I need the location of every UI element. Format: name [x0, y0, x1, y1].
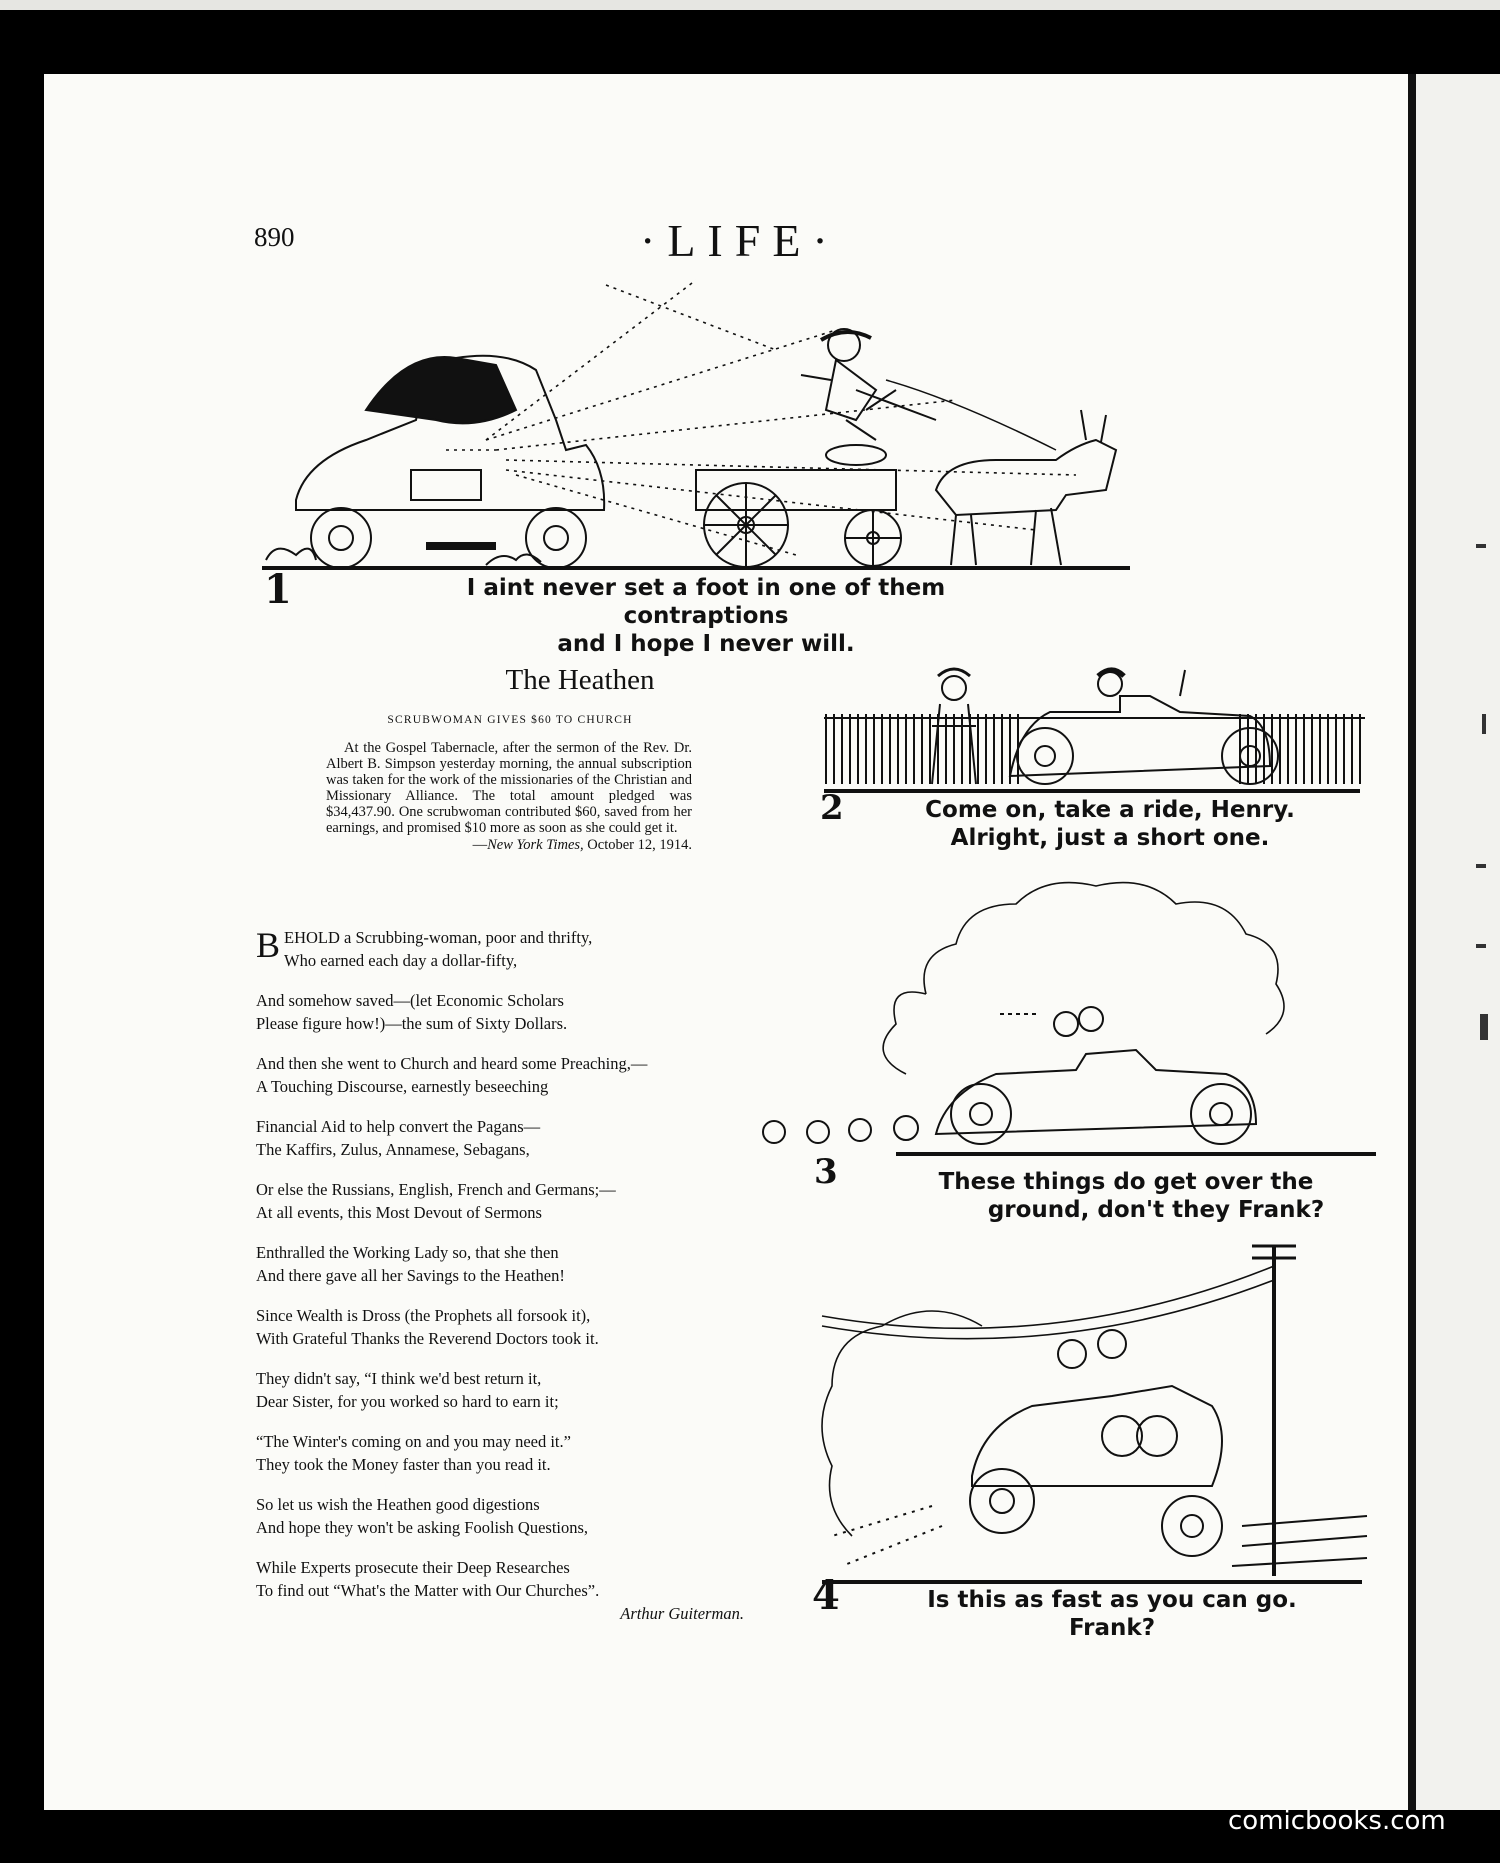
poem-line: EHOLD a Scrubbing-woman, poor and thrifty, — [284, 928, 593, 947]
poem-author: Arthur Guiterman. — [620, 1604, 744, 1623]
panel-number: 1 — [264, 566, 292, 613]
news-clipping — [326, 740, 692, 853]
page-number: 890 — [254, 222, 295, 252]
stanza — [256, 1241, 766, 1287]
poem-line: While Experts prosecute their Deep Researches — [256, 1558, 570, 1577]
stanza — [256, 1493, 766, 1539]
source-date: October 12, 1914. — [587, 837, 692, 853]
panel-3-illustration — [756, 874, 1386, 1164]
poem-line: Financial Aid to help convert the Pagans— — [256, 1117, 541, 1136]
caption-line: Is this as fast as you can go. — [927, 1587, 1297, 1613]
caption-line: Come on, take a ride, Henry. — [925, 797, 1295, 823]
caption-line: ground, don't they Frank? — [987, 1197, 1325, 1223]
poem-body — [256, 926, 766, 1642]
poem-title: The Heathen — [505, 664, 655, 696]
stanza — [256, 1115, 766, 1161]
comic-panel-1 — [256, 270, 1156, 657]
poem-line: With Grateful Thanks the Reverend Doctors took it. — [256, 1329, 599, 1348]
panel-number: 2 — [820, 788, 844, 828]
panel-caption — [406, 574, 1006, 658]
clipping-source — [326, 837, 692, 853]
stanza — [256, 989, 766, 1035]
poem-line: Please figure how!)—the sum of Sixty Dollars. — [256, 1014, 568, 1033]
stanza — [256, 1304, 766, 1350]
poem-line: “The Winter's coming on and you may need it.” — [256, 1432, 571, 1451]
stanza — [256, 1367, 766, 1413]
poem-line: Dear Sister, for you worked so hard to earn it; — [256, 1392, 559, 1411]
panel-1-illustration — [256, 270, 1156, 570]
caption-line: These things do get over the — [938, 1169, 1314, 1195]
stanza — [256, 1178, 766, 1224]
panel-caption — [900, 796, 1320, 852]
stanza — [256, 1430, 766, 1476]
source-paper: New York Times, — [487, 837, 584, 853]
panel-caption — [902, 1586, 1322, 1642]
poem-line: At all events, this Most Devout of Sermons — [256, 1203, 542, 1222]
poem-line: The Kaffirs, Zulus, Annamese, Sebagans, — [256, 1140, 530, 1159]
caption-line: and I hope I never will. — [557, 631, 855, 657]
stanza — [256, 1052, 766, 1098]
adjacent-page-edge — [1416, 74, 1500, 1810]
stanza — [256, 926, 766, 972]
stanza — [256, 1556, 766, 1625]
poem-line: And somehow saved—(let Economic Scholars — [256, 991, 564, 1010]
comic-panel-3 — [756, 874, 1386, 1224]
poem-line: Enthralled the Working Lady so, that she then — [256, 1243, 559, 1262]
drop-cap: B — [256, 925, 281, 965]
poem-line: And hope they won't be asking Foolish Questions, — [256, 1518, 589, 1537]
panel-4-illustration — [812, 1236, 1372, 1586]
poem-line: To find out “What's the Matter with Our Churches”. — [256, 1581, 600, 1600]
site-watermark: comicbooks.com — [1228, 1806, 1446, 1836]
top-edge — [0, 0, 1500, 10]
poem-line: Or else the Russians, English, French and Germans;— — [256, 1180, 616, 1199]
page-gutter — [1408, 74, 1416, 1810]
comic-panel-2 — [820, 656, 1380, 856]
caption-line: Frank? — [1068, 1615, 1156, 1641]
panel-number: 3 — [814, 1152, 838, 1192]
panel-caption — [916, 1168, 1336, 1224]
poem-line: And then she went to Church and heard some Preaching,— — [256, 1054, 648, 1073]
masthead-title: ·LIFE· — [640, 215, 840, 266]
poem-line: They didn't say, “I think we'd best return it, — [256, 1369, 542, 1388]
poem-line: So let us wish the Heathen good digestions — [256, 1495, 540, 1514]
clipping-headline: SCRUBWOMAN GIVES $60 TO CHURCH — [387, 714, 633, 726]
poem-line: They took the Money faster than you read it. — [256, 1455, 551, 1474]
caption-line: I aint never set a foot in one of them contraptions — [466, 575, 946, 629]
poem-line: A Touching Discourse, earnestly beseeching — [256, 1077, 549, 1096]
panel-number: 4 — [812, 1572, 840, 1619]
panel-2-illustration — [820, 656, 1380, 801]
poem-line: Who earned each day a dollar-fifty, — [284, 951, 518, 970]
poem-line: Since Wealth is Dross (the Prophets all forsook it), — [256, 1306, 591, 1325]
poem-line: And there gave all her Savings to the Heathen! — [256, 1266, 565, 1285]
clipping-body: At the Gospel Tabernacle, after the sermon of the Rev. Dr. Albert B. Simpson yesterday morning, the annual subscription was taken for the work of the missionaries of the Christian and Missionary Alliance. The total amount pledged was $34,437.90. One scrubwoman contributed $60, saved from her earnings, and promised $10 more as soon as she could get it. — [326, 740, 692, 836]
comic-panel-4 — [812, 1236, 1372, 1646]
source-dash: — — [472, 837, 488, 853]
caption-line: Alright, just a short one. — [950, 825, 1270, 851]
